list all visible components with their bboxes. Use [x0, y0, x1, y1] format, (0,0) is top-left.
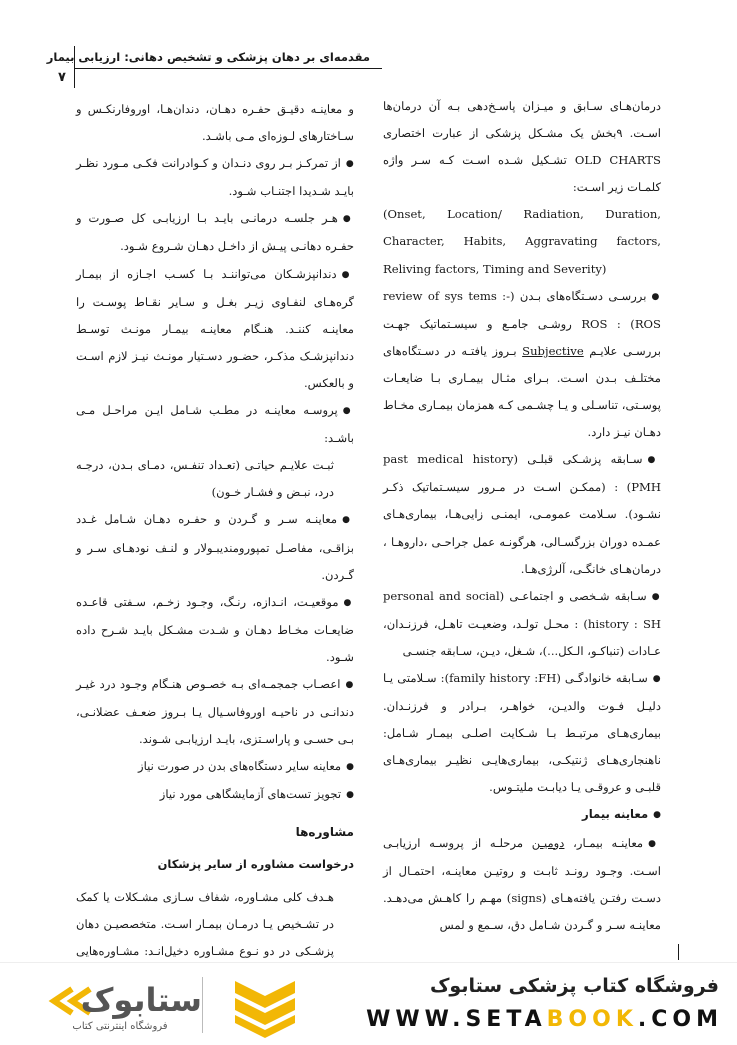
footer-banner: [0, 962, 737, 1045]
list-item: ● معاینه سایر دستگاه‌های بدن در صورت نیاز: [76, 753, 354, 781]
section-title: مشاوره‌ها: [295, 825, 354, 840]
exam-list: [76, 150, 354, 452]
list-item: ● موقعیـت، انـدازه، رنـگ، وجـود زخـم، سـفتی قاعـده ضایعـات مخـاط دهـان و شـدت مشـکل بایـد شـرح داده شـود.: [76, 589, 354, 671]
underlined-term: Subjective: [522, 343, 584, 358]
logo-word: ستابوک: [80, 981, 202, 1019]
list-item-pmh: ● سـابقه پزشـکی قبلـی (past medical history PMH) : (ممکـن اسـت در مـرور سیسـتماتیک ذکـر نشـود). سـلامت عمومـی، ایمنـی زایی‌هـا، بیماری‌هـای عمـده دوران بزرگسـالی، هرگونـه عمل جراحـی ،داروهـا ، درمان‌هـای خانگـی، آلرژی‌هـا.: [383, 446, 661, 582]
footer-vertical-rule: [678, 944, 679, 960]
logo-tagline: فروشگاه اینترنتی کتاب: [72, 1021, 168, 1032]
left-column: [76, 96, 354, 966]
right-column: [383, 93, 661, 963]
list-item: ● تجویز تست‌های آزمایشگاهی مورد نیاز: [76, 781, 354, 809]
list-item-sh: ● سـابقه شـخصی و اجتماعـی (personal and social history : SH) : محـل تولـد، وضعیـت تاهـل، فرزنـدان، عـادات (تنباکـو، الـکل...)، شـغل، دیـن، سـابقه جنسـی: [383, 583, 661, 665]
paragraph: درمان‌هـای سـابق و میـزان پاسـخ‌دهی بـه آن درمان‌ها اسـت. ۹بخش یک مشـکل پزشکی از عبارت اختصاری OLD CHARTS تشـکیل شـده اسـت کـه سـر واژه کلمـات زیر اسـت:: [383, 99, 662, 195]
shop-name: فروشگاه کتاب پزشکی ستابوک: [429, 975, 719, 997]
list-item: ● دندانپزشـکان می‌تواننـد بـا کسـب اجـازه از بیمـار گره‌هـای لنفـاوی زیـر بغـل و سـایر نقـاط پوسـت را معاینـه کننـد. هنـگام معاینـه بیمـار مونـث توسـط دندانپزشـک مذکـر، حضـور دسـتیار مونـث نیـز لازم اسـت و بالعکس.: [76, 261, 354, 397]
exam-list-2: [76, 506, 354, 809]
vital-signs-paragraph: ثبـت علایـم حیاتـی (تعـداد تنفـس، دمـای بـدن، درجـه درد، نبـض و فشـار خـون): [76, 458, 334, 500]
list-item: ● هـر جلسـه درمانـی بایـد بـا ارزیابـی کل صـورت و حفـره دهانـی پیـش از داخـل دهـان شـروع شـود.: [76, 205, 354, 260]
paragraph: و معاینـه دقیـق حفـره دهـان، دندان‌هـا، اوروفارنکـس و سـاختارهای لـوزه‌ای مـی باشـد.: [76, 102, 354, 144]
header-rule: [74, 68, 382, 69]
list-item: ● از تمرکـز بـر روی دنـدان و کـوادرانت فکـی مـورد نظـر بایـد شـدیدا اجتنـاب شـود.: [76, 150, 354, 205]
list-item-fh: ● سـابقه خانوادگـی (family history :FH): سـلامتی یـا دلیـل فـوت والدیـن، خواهـر، بـرادر و فرزنـدان. بیماری‌هـای مرتبـط بـا شـکایت اصلـی بیمـار شـامل: ناهنجاری‌هـای ژنتیکـی، بیماری‌هایـی نظیـر بیماری‌هـای قلبـی و عروقـی یـا دیابـت ملیتـوس.: [383, 665, 661, 801]
list-item: ● پروسـه معاینـه در مطـب شـامل ایـن مراحـل مـی باشـد:: [76, 397, 354, 452]
list-item-ros: ● بررسـی دسـتگاه‌های بـدن (-review of sys tems : ROS) : ROS روشـی جامـع و سیسـتماتیک جهـت بررسـی علایـم Subjective بـروز یافتـه در دسـتگاه‌های مختلـف بـدن اسـت. بـرای مثـال بیمـاری بـا ضایعـات پوسـتی، تناسـلی و یـا چشـمی کـه همزمان بیمـاری مخـاط دهـان نیـز دارد.: [383, 283, 661, 447]
history-list: [383, 283, 661, 939]
page-number: ۷: [58, 70, 66, 85]
acronym-expansion: (Onset, Location/ Radiation, Duration, Character, Habits, Aggravating factors, Reliving factors, Timing and Severity): [383, 207, 661, 276]
list-item-exam: ● معاینـه بیمـار، دومیـن مرحلـه از پروسـه ارزیابـی اسـت. وجـود رونـد ثابـت و روتیـن معاینـه، احتمـال از دسـت رفتـن یافته‌هـای (signs) مهـم را کاهـش می‌دهـد. معاینـه سـر و گـردن شـامل دق، سـمع و لمس: [383, 830, 661, 939]
list-item-exam-heading: ● معاینه بیمار: [383, 801, 661, 829]
subsection-title: درخواست مشاوره از سایر پزشکان: [157, 856, 354, 871]
list-item: ● معاینـه سـر و گـردن و حفـره دهـان شـامل غـدد بزاقـی، مفاصـل تمپورومندیبـولار و لنـف نودهـای سـر و گـردن.: [76, 506, 354, 588]
logo-divider: [202, 977, 203, 1033]
running-header-title: مقدمه‌ای بر دهان پزشکی و تشخیص دهانی: ارزیابی بیمار: [46, 50, 370, 64]
shop-url[interactable]: WWW.SETABOOK.COM: [366, 1007, 723, 1032]
list-item: ● اعصـاب جمجمـه‌ای بـه خصـوص هنـگام وجـود درد غیـر دندانـی در ناحیـه اوروفاسـیال یـا بـروز ضعـف عضلانـی، بـی حسـی و پاراسـتزی، بایـد ارزیابـی شـوند.: [76, 671, 354, 753]
underlined-term: دومیـن: [531, 835, 565, 850]
paragraph: هـدف کلی مشـاوره، شفاف سـازی مشـکلات یا کمک در تشـخیص یـا درمـان بیمـار اسـت. متخصصیـن دهان پزشـکی در دو نـوع مشـاوره دخیل‌انـد: مشـاوره‌هایی: [76, 889, 334, 958]
